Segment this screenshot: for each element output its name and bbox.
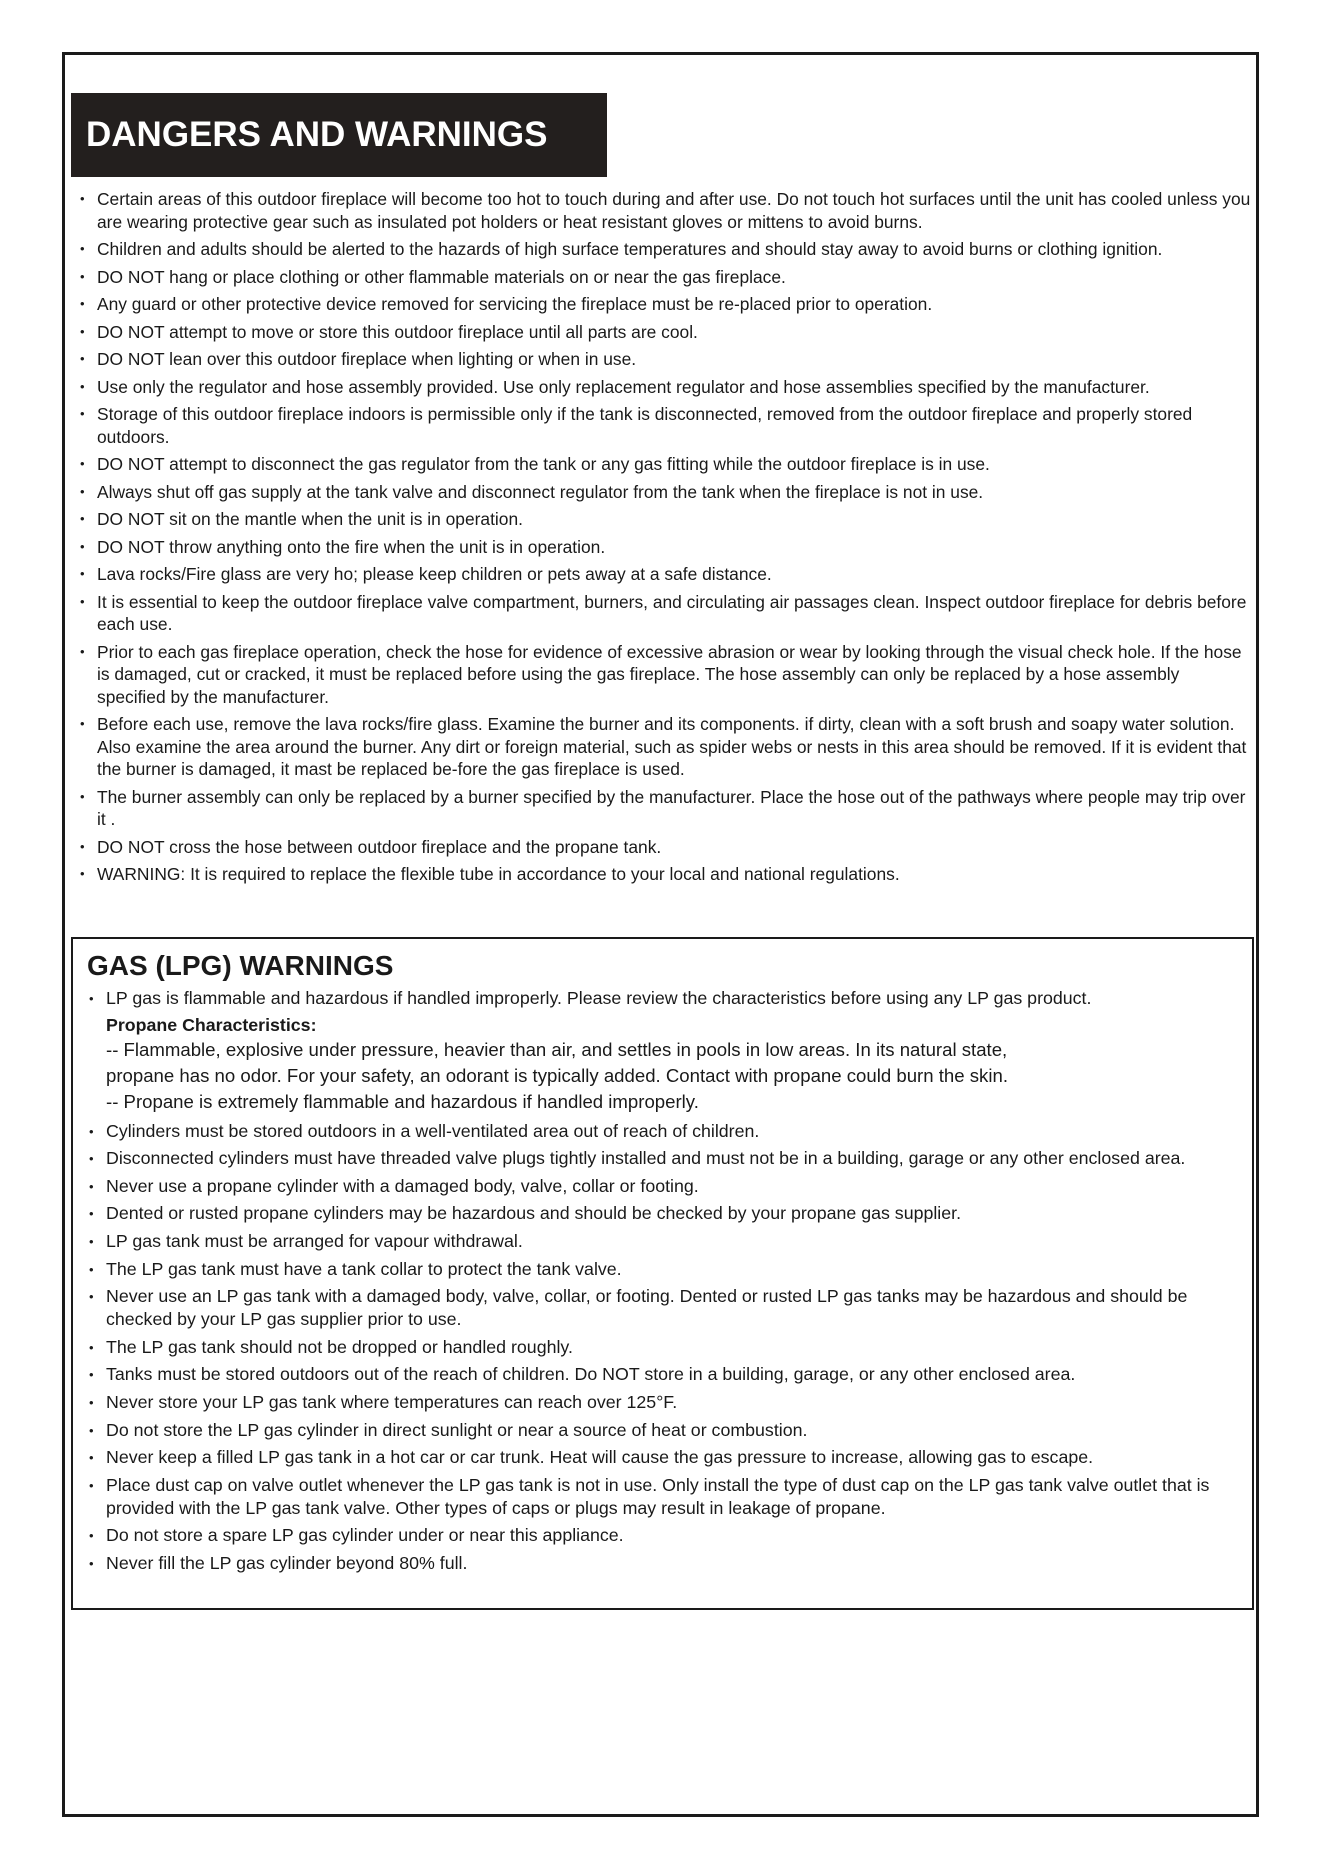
list-item: • Certain areas of this outdoor fireplace will become too hot to touch during and after use. Do not touch hot surfaces until the unit has cooled unless you are wearing protective gear such as insulated pot holders or heat resistant gloves or mittens to avoid burns.	[76, 188, 1251, 233]
propane-characteristic-line: -- Propane is extremely flammable and hazardous if handled improperly.	[106, 1091, 699, 1112]
list-item: • Place dust cap on valve outlet whenever the LP gas tank is not in use. Only install the type of dust cap on the LP gas tank valve outlet that is provided with the LP gas tank valve. Other types of caps or plugs may result in leakage of propane.	[86, 1474, 1251, 1520]
list-item: • Never keep a filled LP gas tank in a hot car or car trunk. Heat will cause the gas pressure to increase, allowing gas to escape.	[86, 1446, 1251, 1469]
list-item: • Dented or rusted propane cylinders may be hazardous and should be checked by your propane gas supplier.	[86, 1202, 1251, 1225]
dangers-title: DANGERS AND WARNINGS	[71, 93, 607, 177]
gas-warnings-list	[86, 987, 1251, 1580]
list-item: • Disconnected cylinders must have threaded valve plugs tightly installed and must not be in a building, garage or any other enclosed area.	[86, 1147, 1251, 1170]
list-item: • The LP gas tank must have a tank collar to protect the tank valve.	[86, 1258, 1251, 1281]
list-item: • Never store your LP gas tank where temperatures can reach over 125°F.	[86, 1391, 1251, 1414]
list-item: • Use only the regulator and hose assembly provided. Use only replacement regulator and hose assemblies specified by the manufacturer.	[76, 376, 1251, 399]
list-item: • Do not store a spare LP gas cylinder under or near this appliance.	[86, 1524, 1251, 1547]
list-item: • Storage of this outdoor fireplace indoors is permissible only if the tank is disconnected, removed from the outdoor fireplace and properly stored outdoors.	[76, 403, 1251, 448]
list-item: • The LP gas tank should not be dropped or handled roughly.	[86, 1336, 1251, 1359]
list-item: • Tanks must be stored outdoors out of the reach of children. Do NOT store in a building, garage, or any other enclosed area.	[86, 1363, 1251, 1386]
list-item: • DO NOT sit on the mantle when the unit is in operation.	[76, 508, 1251, 531]
list-item: • Always shut off gas supply at the tank valve and disconnect regulator from the tank when the fireplace is not in use.	[76, 481, 1251, 504]
list-item: • It is essential to keep the outdoor fireplace valve compartment, burners, and circulating air passages clean. Inspect outdoor fireplace for debris before each use.	[76, 591, 1251, 636]
propane-characteristic-line: propane has no odor. For your safety, an odorant is typically added. Contact with propane could burn the skin.	[106, 1065, 1008, 1086]
list-item: • DO NOT hang or place clothing or other flammable materials on or near the gas fireplace.	[76, 266, 1251, 289]
list-item: • LP gas tank must be arranged for vapour withdrawal.	[86, 1230, 1251, 1253]
gas-intro-item	[86, 987, 1251, 1115]
list-item: • Lava rocks/Fire glass are very ho; please keep children or pets away at a safe distance.	[76, 563, 1251, 586]
gas-warnings-title: GAS (LPG) WARNINGS	[87, 950, 394, 981]
list-item: • Before each use, remove the lava rocks/fire glass. Examine the burner and its components. if dirty, clean with a soft brush and soapy water solution. Also examine the area around the burner. Any dirt or foreign material, such as spider webs or nests in this area should be removed. If it is evident that the burner is damaged, it mast be replaced be-fore the gas fireplace is used.	[76, 713, 1251, 781]
list-item: • Never use a propane cylinder with a damaged body, valve, collar or footing.	[86, 1175, 1251, 1198]
gas-intro-text: LP gas is flammable and hazardous if handled improperly. Please review the characteristics before using any LP gas product.	[106, 988, 1092, 1008]
list-item: • Never use an LP gas tank with a damaged body, valve, collar, or footing. Dented or rusted LP gas tanks may be hazardous and should be checked by your LP gas supplier prior to use.	[86, 1285, 1251, 1331]
list-item: • Cylinders must be stored outdoors in a well-ventilated area out of reach of children.	[86, 1120, 1251, 1143]
list-item: • DO NOT cross the hose between outdoor fireplace and the propane tank.	[76, 836, 1251, 859]
list-item: • Any guard or other protective device removed for servicing the fireplace must be re-placed prior to operation.	[76, 293, 1251, 316]
dangers-list	[76, 188, 1251, 891]
list-item: • DO NOT attempt to disconnect the gas regulator from the tank or any gas fitting while the outdoor fireplace is in use.	[76, 453, 1251, 476]
list-item: • Prior to each gas fireplace operation, check the hose for evidence of excessive abrasion or wear by looking through the visual check hole. If the hose is damaged, cut or cracked, it must be replaced before using the gas fireplace. The hose assembly can only be replaced by a hose assembly specified by the manufacturer.	[76, 641, 1251, 709]
list-item: • Never fill the LP gas cylinder beyond 80% full.	[86, 1552, 1251, 1575]
list-item: • Do not store the LP gas cylinder in direct sunlight or near a source of heat or combustion.	[86, 1419, 1251, 1442]
list-item: • The burner assembly can only be replaced by a burner specified by the manufacturer. Place the hose out of the pathways where people may trip over it .	[76, 786, 1251, 831]
list-item: • DO NOT lean over this outdoor fireplace when lighting or when in use.	[76, 348, 1251, 371]
list-item: • DO NOT throw anything onto the fire when the unit is in operation.	[76, 536, 1251, 559]
list-item: • DO NOT attempt to move or store this outdoor fireplace until all parts are cool.	[76, 321, 1251, 344]
list-item: • WARNING: It is required to replace the flexible tube in accordance to your local and national regulations.	[76, 863, 1251, 886]
propane-characteristics-heading: Propane Characteristics:	[106, 1015, 317, 1035]
propane-characteristic-line: -- Flammable, explosive under pressure, heavier than air, and settles in pools in low areas. In its natural state,	[106, 1039, 1008, 1060]
list-item: • Children and adults should be alerted to the hazards of high surface temperatures and should stay away to avoid burns or clothing ignition.	[76, 238, 1251, 261]
